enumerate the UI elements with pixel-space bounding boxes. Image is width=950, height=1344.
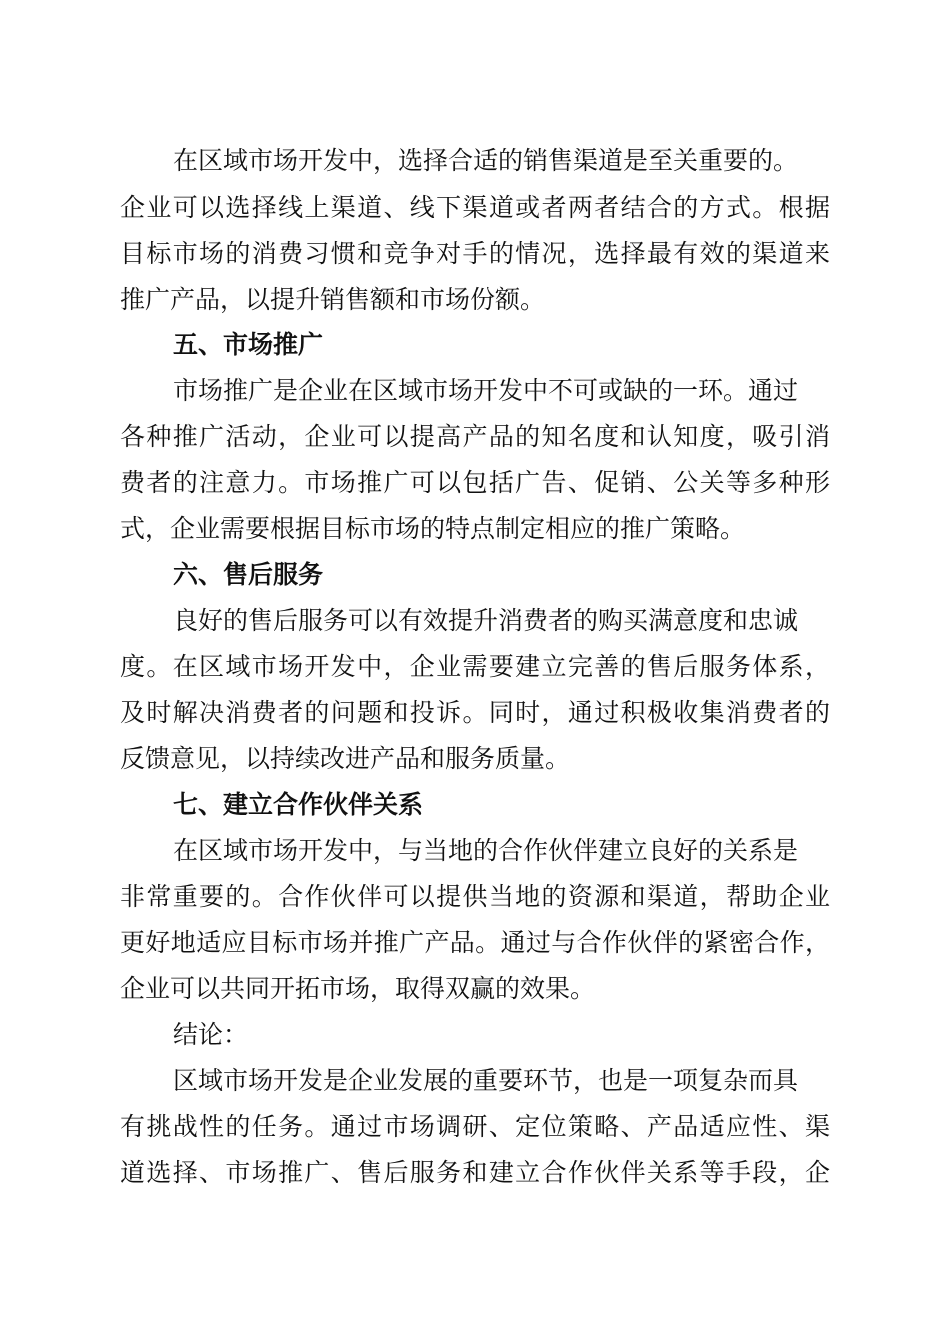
paragraph-line (0, 736, 950, 782)
paragraph-line (0, 414, 950, 460)
text-line: 市场推广是企业在区域市场开发中不可或缺的一环。通过 (173, 376, 799, 405)
text-line: 在区域市场开发中，与当地的合作伙伴建立良好的关系是 (173, 836, 799, 865)
paragraph-line (0, 1058, 950, 1104)
heading-text: 七、建立合作伙伴关系 (173, 790, 424, 819)
text-line: 式，企业需要根据目标市场的特点制定相应的推广策略。 (120, 514, 746, 543)
paragraph-line (0, 874, 950, 920)
paragraph-line (0, 460, 950, 506)
text-line: 区域市场开发是企业发展的重要环节，也是一项复杂而具 (173, 1066, 799, 1095)
heading-text: 五、市场推广 (173, 330, 324, 359)
section-heading (0, 322, 950, 368)
heading-text: 六、售后服务 (173, 560, 324, 589)
text-line: 在区域市场开发中，选择合适的销售渠道是至关重要的。 (173, 146, 799, 175)
paragraph-line (0, 185, 950, 231)
text-line: 结论： (173, 1020, 249, 1049)
section-heading (0, 552, 950, 598)
text-line: 推广产品，以提升销售额和市场份额。 (120, 285, 546, 314)
text-line: 更好地适应目标市场并推广产品。通过与合作伙伴的紧密合作， (120, 928, 830, 957)
text-line: 道选择、市场推广、售后服务和建立合作伙伴关系等手段，企 (120, 1158, 830, 1187)
paragraph-line (0, 506, 950, 552)
text-line: 非常重要的。合作伙伴可以提供当地的资源和渠道，帮助企业 (120, 882, 830, 911)
paragraph-line (0, 828, 950, 874)
paragraph-line (0, 690, 950, 736)
paragraph-line (0, 644, 950, 690)
paragraph-line (0, 1150, 950, 1196)
text-line: 反馈意见，以持续改进产品和服务质量。 (120, 744, 571, 773)
paragraph-line (0, 920, 950, 966)
text-line: 各种推广活动，企业可以提高产品的知名度和认知度，吸引消 (120, 422, 830, 451)
paragraph-line (0, 598, 950, 644)
section-heading (0, 782, 950, 828)
paragraph-line (0, 277, 950, 323)
conclusion-label (0, 1012, 950, 1058)
text-line: 费者的注意力。市场推广可以包括广告、促销、公关等多种形 (120, 468, 830, 497)
text-line: 企业可以共同开拓市场，取得双赢的效果。 (120, 974, 596, 1003)
text-line: 良好的售后服务可以有效提升消费者的购买满意度和忠诚 (173, 606, 799, 635)
paragraph-line (0, 368, 950, 414)
paragraph-line (0, 231, 950, 277)
text-line: 及时解决消费者的问题和投诉。同时，通过积极收集消费者的 (120, 698, 830, 727)
paragraph-line (0, 966, 950, 1012)
paragraph-line (0, 1104, 950, 1150)
text-line: 企业可以选择线上渠道、线下渠道或者两者结合的方式。根据 (120, 193, 830, 222)
text-line: 有挑战性的任务。通过市场调研、定位策略、产品适应性、渠 (120, 1112, 830, 1141)
text-line: 度。在区域市场开发中，企业需要建立完善的售后服务体系， (120, 652, 830, 681)
text-line: 目标市场的消费习惯和竞争对手的情况，选择最有效的渠道来 (120, 239, 830, 268)
paragraph-line (0, 138, 950, 184)
